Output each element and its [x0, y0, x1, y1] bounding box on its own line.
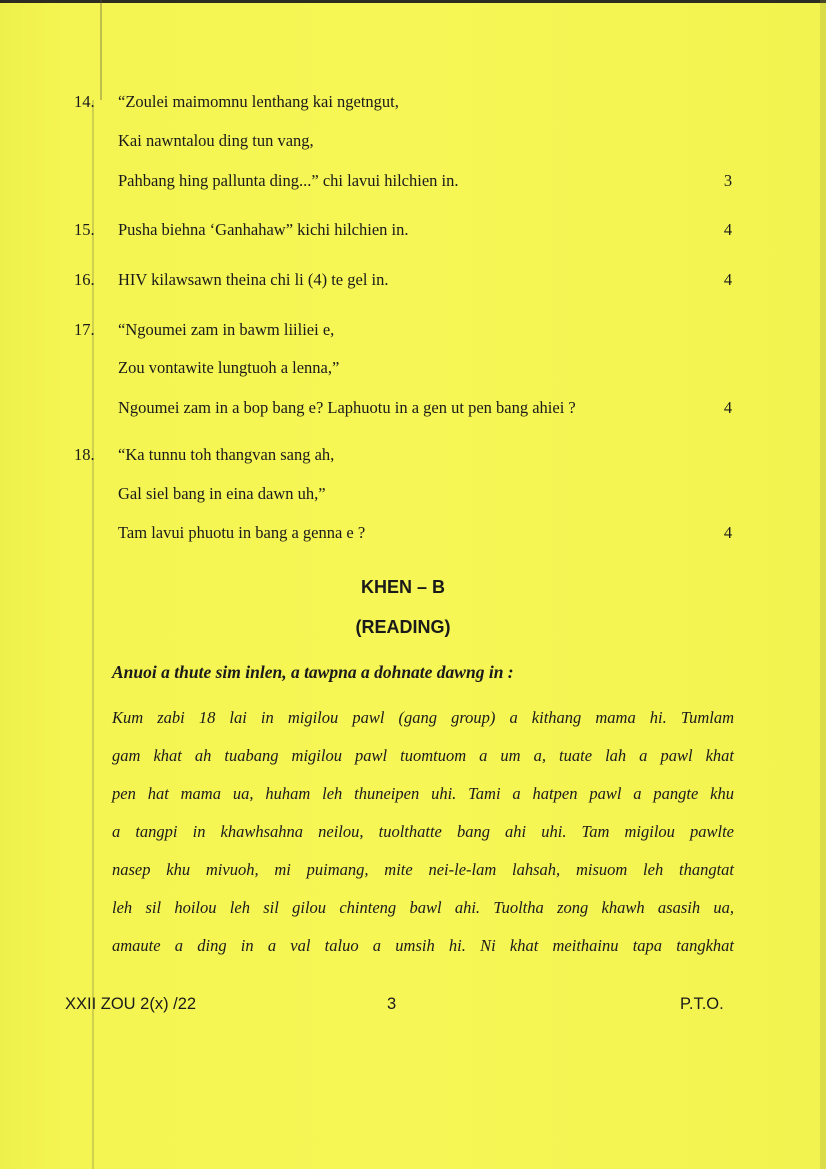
question-number: 16. [74, 270, 95, 289]
question-line: “Zoulei maimomnu lenthang kai ngetngut, [118, 92, 399, 111]
passage-line: Kum zabi 18 lai in migilou pawl (gang group) a kithang mama hi. Tumlam [112, 708, 734, 727]
question-number: 18. [74, 445, 95, 464]
passage-line: a tangpi in khawhsahna neilou, tuolthatte bang ahi uhi. Tam migilou pawlte [112, 822, 734, 841]
passage-line: pen hat mama ua, huham leh thuneipen uhi. Tami a hatpen pawl a pangte khu [112, 784, 734, 803]
question-line: Gal siel bang in eina dawn uh,” [118, 484, 326, 503]
question-marks: 3 [723, 171, 733, 190]
question-line: Tam lavui phuotu in bang a genna e ? [118, 523, 366, 542]
passage-line: leh sil hoilou leh sil gilou chinteng bawl ahi. Tuoltha zong khawh asasih ua, [112, 898, 734, 917]
question-number: 17. [74, 320, 95, 339]
question-line: Kai nawntalou ding tun vang, [118, 131, 314, 150]
question-number: 15. [74, 220, 95, 239]
section-subtitle: (READING) [355, 617, 451, 637]
question-line: “Ngoumei zam in bawm liiliei e, [118, 320, 335, 339]
passage-line: gam khat ah tuabang migilou pawl tuomtuom a um a, tuate lah a pawl khat [112, 746, 734, 765]
passage-line: amaute a ding in a val taluo a umsih hi. Ni khat meithainu tapa tangkhat [112, 936, 734, 955]
question-marks: 4 [723, 270, 733, 289]
question-line: “Ka tunnu toh thangvan sang ah, [118, 445, 335, 464]
question-line: Pahbang hing pallunta ding...” chi lavui hilchien in. [118, 171, 459, 190]
question-line: Pusha biehna ‘Ganhahaw” kichi hilchien in. [118, 220, 409, 239]
question-line: Zou vontawite lungtuoh a lenna,” [118, 358, 340, 377]
reading-instruction: Anuoi a thute sim inlen, a tawpna a dohnate dawng in : [112, 662, 514, 682]
question-marks: 4 [723, 220, 733, 239]
fold-line [100, 0, 102, 100]
question-line: Ngoumei zam in a bop bang e? Laphuotu in a gen ut pen bang ahiei ? [118, 398, 576, 417]
question-number: 14. [74, 92, 95, 111]
page-number: 3 [387, 995, 397, 1013]
question-line: HIV kilawsawn theina chi li (4) te gel in. [118, 270, 389, 289]
section-title: KHEN – B [360, 577, 445, 597]
paper-code: XXII ZOU 2(x) /22 [65, 995, 197, 1013]
scan-top-edge [0, 0, 826, 3]
please-turn-over: P.T.O. [680, 995, 724, 1013]
passage-line: nasep khu mivuoh, mi puimang, mite nei-le-lam lahsah, misuom leh thangtat [112, 860, 734, 879]
question-marks: 4 [723, 523, 733, 542]
question-marks: 4 [723, 398, 733, 417]
